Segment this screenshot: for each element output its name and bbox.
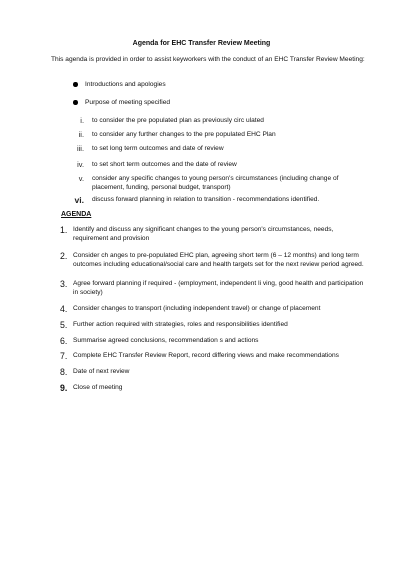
agenda-text: Consider ch anges to pre-populated EHC plan, agreeing short term (6 – 12 months) and long term outcomes including educational/social care and health targets set for the next review period agreed. bbox=[73, 252, 364, 268]
bullet-dot-icon bbox=[73, 82, 78, 87]
agenda-number: 9. bbox=[60, 383, 68, 393]
roman-numeral: ii. bbox=[78, 130, 84, 139]
roman-numeral: i. bbox=[80, 116, 84, 125]
agenda-text: Agree forward planning if required - (employment, independent li ving, good health and participation in society) bbox=[73, 280, 364, 296]
purpose-text: to set short term outcomes and the date of review bbox=[92, 161, 237, 168]
agenda-number: 3. bbox=[60, 279, 68, 289]
agenda-heading: AGENDA bbox=[61, 211, 92, 218]
bullet-text: Introductions and apologies bbox=[85, 81, 166, 88]
roman-numeral: iii. bbox=[77, 144, 84, 153]
agenda-number: 5. bbox=[60, 320, 68, 330]
purpose-text: to consider any further changes to the pre populated EHC Plan bbox=[92, 131, 276, 138]
intro-paragraph: This agenda is provided in order to assist keyworkers with the conduct of an EHC Transfer Review Meeting: bbox=[51, 56, 365, 63]
roman-numeral: v. bbox=[78, 174, 84, 183]
agenda-number: 7. bbox=[60, 351, 68, 361]
bullet-text: Purpose of meeting specified bbox=[85, 99, 171, 106]
agenda-number: 8. bbox=[60, 367, 68, 377]
roman-numeral: iv. bbox=[77, 160, 84, 169]
purpose-text: consider any specific changes to young person's circumstances (including change of placement, funding, personal budget, transport) bbox=[92, 175, 339, 191]
page-title: Agenda for EHC Transfer Review Meeting bbox=[132, 40, 271, 47]
roman-numeral: vi. bbox=[74, 195, 84, 205]
agenda-number: 4. bbox=[60, 304, 68, 314]
agenda-text: Date of next review bbox=[73, 368, 130, 375]
purpose-text: to consider the pre populated plan as previously circ ulated bbox=[92, 117, 264, 124]
agenda-number: 2. bbox=[60, 251, 68, 261]
agenda-text: Summarise agreed conclusions, recommendation s and actions bbox=[73, 337, 259, 344]
agenda-text: Further action required with strategies, roles and responsibilities identified bbox=[73, 321, 288, 328]
agenda-text: Close of meeting bbox=[73, 384, 123, 391]
purpose-text: to set long term outcomes and date of review bbox=[92, 145, 224, 152]
purpose-text: discuss forward planning in relation to transition - recommendations identified. bbox=[92, 196, 320, 203]
agenda-text: Consider changes to transport (including independent travel) or change of placement bbox=[73, 305, 321, 312]
agenda-number: 1. bbox=[60, 225, 68, 235]
agenda-text: Complete EHC Transfer Review Report, record differing views and make recommendations bbox=[73, 352, 339, 359]
agenda-number: 6. bbox=[60, 336, 68, 346]
agenda-text: Identify and discuss any significant changes to the young person's circumstances, needs, requirement and provision bbox=[73, 226, 334, 242]
bullet-dot-icon bbox=[73, 100, 78, 105]
